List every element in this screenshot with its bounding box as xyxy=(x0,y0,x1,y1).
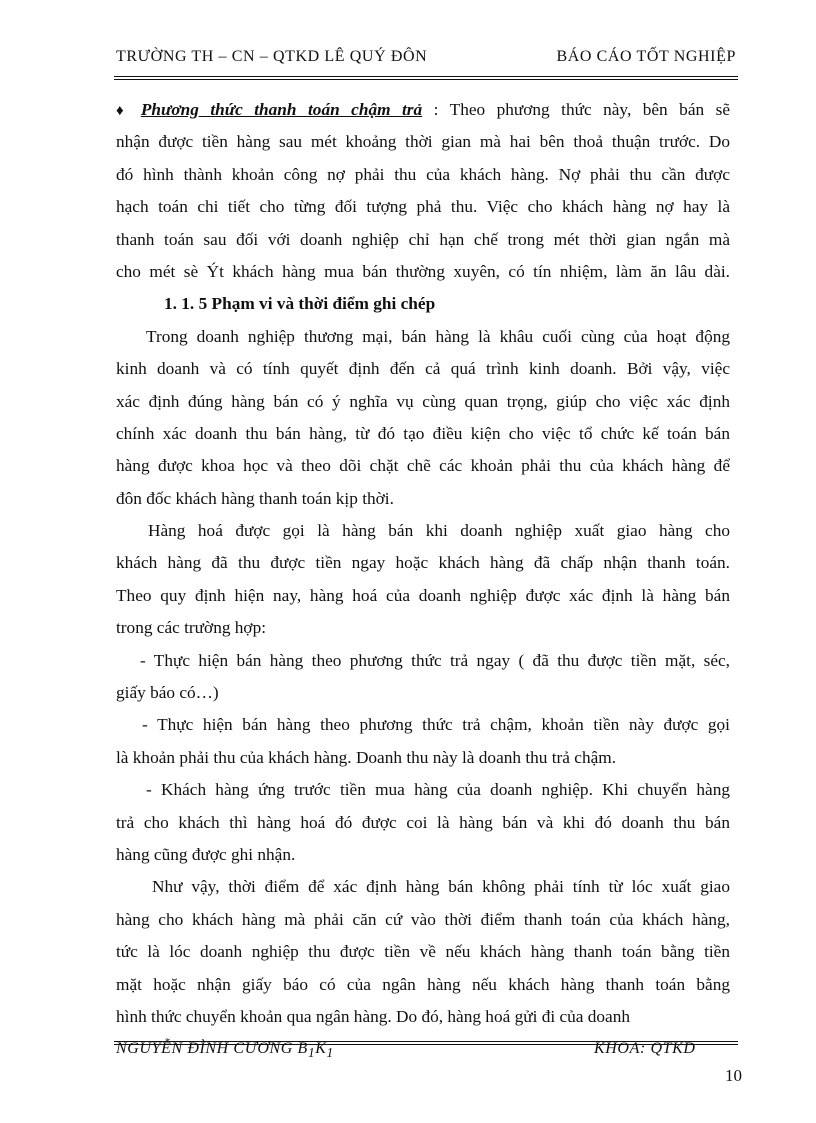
header-report-title: BÁO CÁO TỐT NGHIỆP xyxy=(556,48,736,65)
payment-method-heading: Phương thức thanh toán chậm trả xyxy=(140,100,423,119)
paragraph-line xyxy=(116,94,730,126)
page-footer xyxy=(116,1040,730,1062)
diamond-bullet-icon: ♦ xyxy=(116,103,131,119)
paragraph-line: đôn đốc khách hàng thanh toán kịp thời. xyxy=(116,488,394,508)
list-item-line: giấy báo có…) xyxy=(116,683,219,703)
paragraph-line: Theo quy định hiện nay, hàng hoá của doanh nghiệp được xác định là hàng bán xyxy=(116,585,730,605)
paragraph-line: hạch toán chi tiết cho từng đối tượng phả thu. Việc cho khách hàng nợ hay là xyxy=(116,197,730,217)
list-item-line: - Thực hiện bán hàng theo phương thức trả ngay ( đã thu được tiền mặt, séc, xyxy=(140,650,730,670)
header-rule-bottom xyxy=(114,79,738,80)
paragraph-line: hình thức chuyển khoản qua ngân hàng. Do đó, hàng hoá gửi đi của doanh xyxy=(116,1006,631,1026)
paragraph-line: thanh toán sau đối với doanh nghiệp chỉ hạn chế trong mét thời gian ngắn mà xyxy=(116,229,730,249)
page-number: 10 xyxy=(725,1066,742,1085)
list-item-line: là khoản phải thu của khách hàng. Doanh thu này là doanh thu trả chậm. xyxy=(116,747,617,767)
footer-faculty: KHOA: QTKD xyxy=(594,1040,696,1057)
paragraph-line: cho mét sè Ýt khách hàng mua bán thường xuyên, có tín nhiệm, làm ăn lâu dài. xyxy=(116,261,730,281)
paragraph-line: Như vậy, thời điểm để xác định hàng bán không phải tính từ lóc xuất giao xyxy=(152,877,730,897)
list-item-line: trả cho khách thì hàng hoá đó được coi là hàng bán và khi đó doanh thu bán xyxy=(116,812,730,832)
paragraph-text: : Theo phương thức này, bên bán sẽ xyxy=(433,100,730,119)
paragraph-line: tức là lóc doanh nghiệp thu được tiền về nếu khách hàng thanh toán bằng tiền xyxy=(116,942,730,962)
paragraph-line: mặt hoặc nhận giấy báo có của ngân hàng nếu khách hàng thanh toán bằng xyxy=(116,974,730,994)
page-header xyxy=(116,48,736,72)
paragraph-line: hàng được khoa học và theo dõi chặt chẽ các khoản phải thu của khách hàng để xyxy=(116,456,730,476)
paragraph-line: chính xác doanh thu bán hàng, từ đó tạo điều kiện cho việc tổ chức kế toán bán xyxy=(116,423,730,443)
paragraph-line: xác định đúng hàng bán có ý nghĩa vụ cùng quan trọng, giúp cho việc xác định xyxy=(116,391,730,411)
footer-author: NGUYỄN ĐÌNH CƯƠNG $B_1K_1$ xyxy=(116,1040,334,1061)
paragraph-line: Trong doanh nghiệp thương mại, bán hàng là khâu cuối cùng của hoạt động xyxy=(146,326,730,346)
list-item-line: hàng cũng được ghi nhận. xyxy=(116,844,296,864)
header-rule-top xyxy=(114,76,738,77)
page-body xyxy=(116,94,730,1033)
paragraph-line: đó hình thành khoản công nợ phải thu của khách hàng. Nợ phải thu cần được xyxy=(116,164,730,184)
section-heading: 1. 1. 5 Phạm vi và thời điểm ghi chép xyxy=(164,294,436,314)
header-school-name: TRƯỜNG TH – CN – QTKD LÊ QUÝ ĐÔN xyxy=(116,48,428,65)
list-item-line: - Khách hàng ứng trước tiền mua hàng của doanh nghiệp. Khi chuyển hàng xyxy=(146,780,730,800)
paragraph-line: Hàng hoá được gọi là hàng bán khi doanh nghiệp xuất giao hàng cho xyxy=(148,521,730,541)
list-item-line: - Thực hiện bán hàng theo phương thức trả chậm, khoản tiền này được gọi xyxy=(142,715,730,735)
paragraph-line: nhận được tiền hàng sau mét khoảng thời gian mà hai bên thoả thuận trước. Do xyxy=(116,132,730,152)
paragraph-line: khách hàng đã thu được tiền ngay hoặc khách hàng đã chấp nhận thanh toán. xyxy=(116,553,730,573)
paragraph-line: kinh doanh và có tính quyết định đến cả quá trình kinh doanh. Bởi vậy, việc xyxy=(116,359,730,379)
paragraph-line: hàng cho khách hàng mà phải căn cứ vào thời điểm thanh toán của khách hàng, xyxy=(116,909,730,929)
paragraph-line: trong các trường hợp: xyxy=(116,618,267,638)
